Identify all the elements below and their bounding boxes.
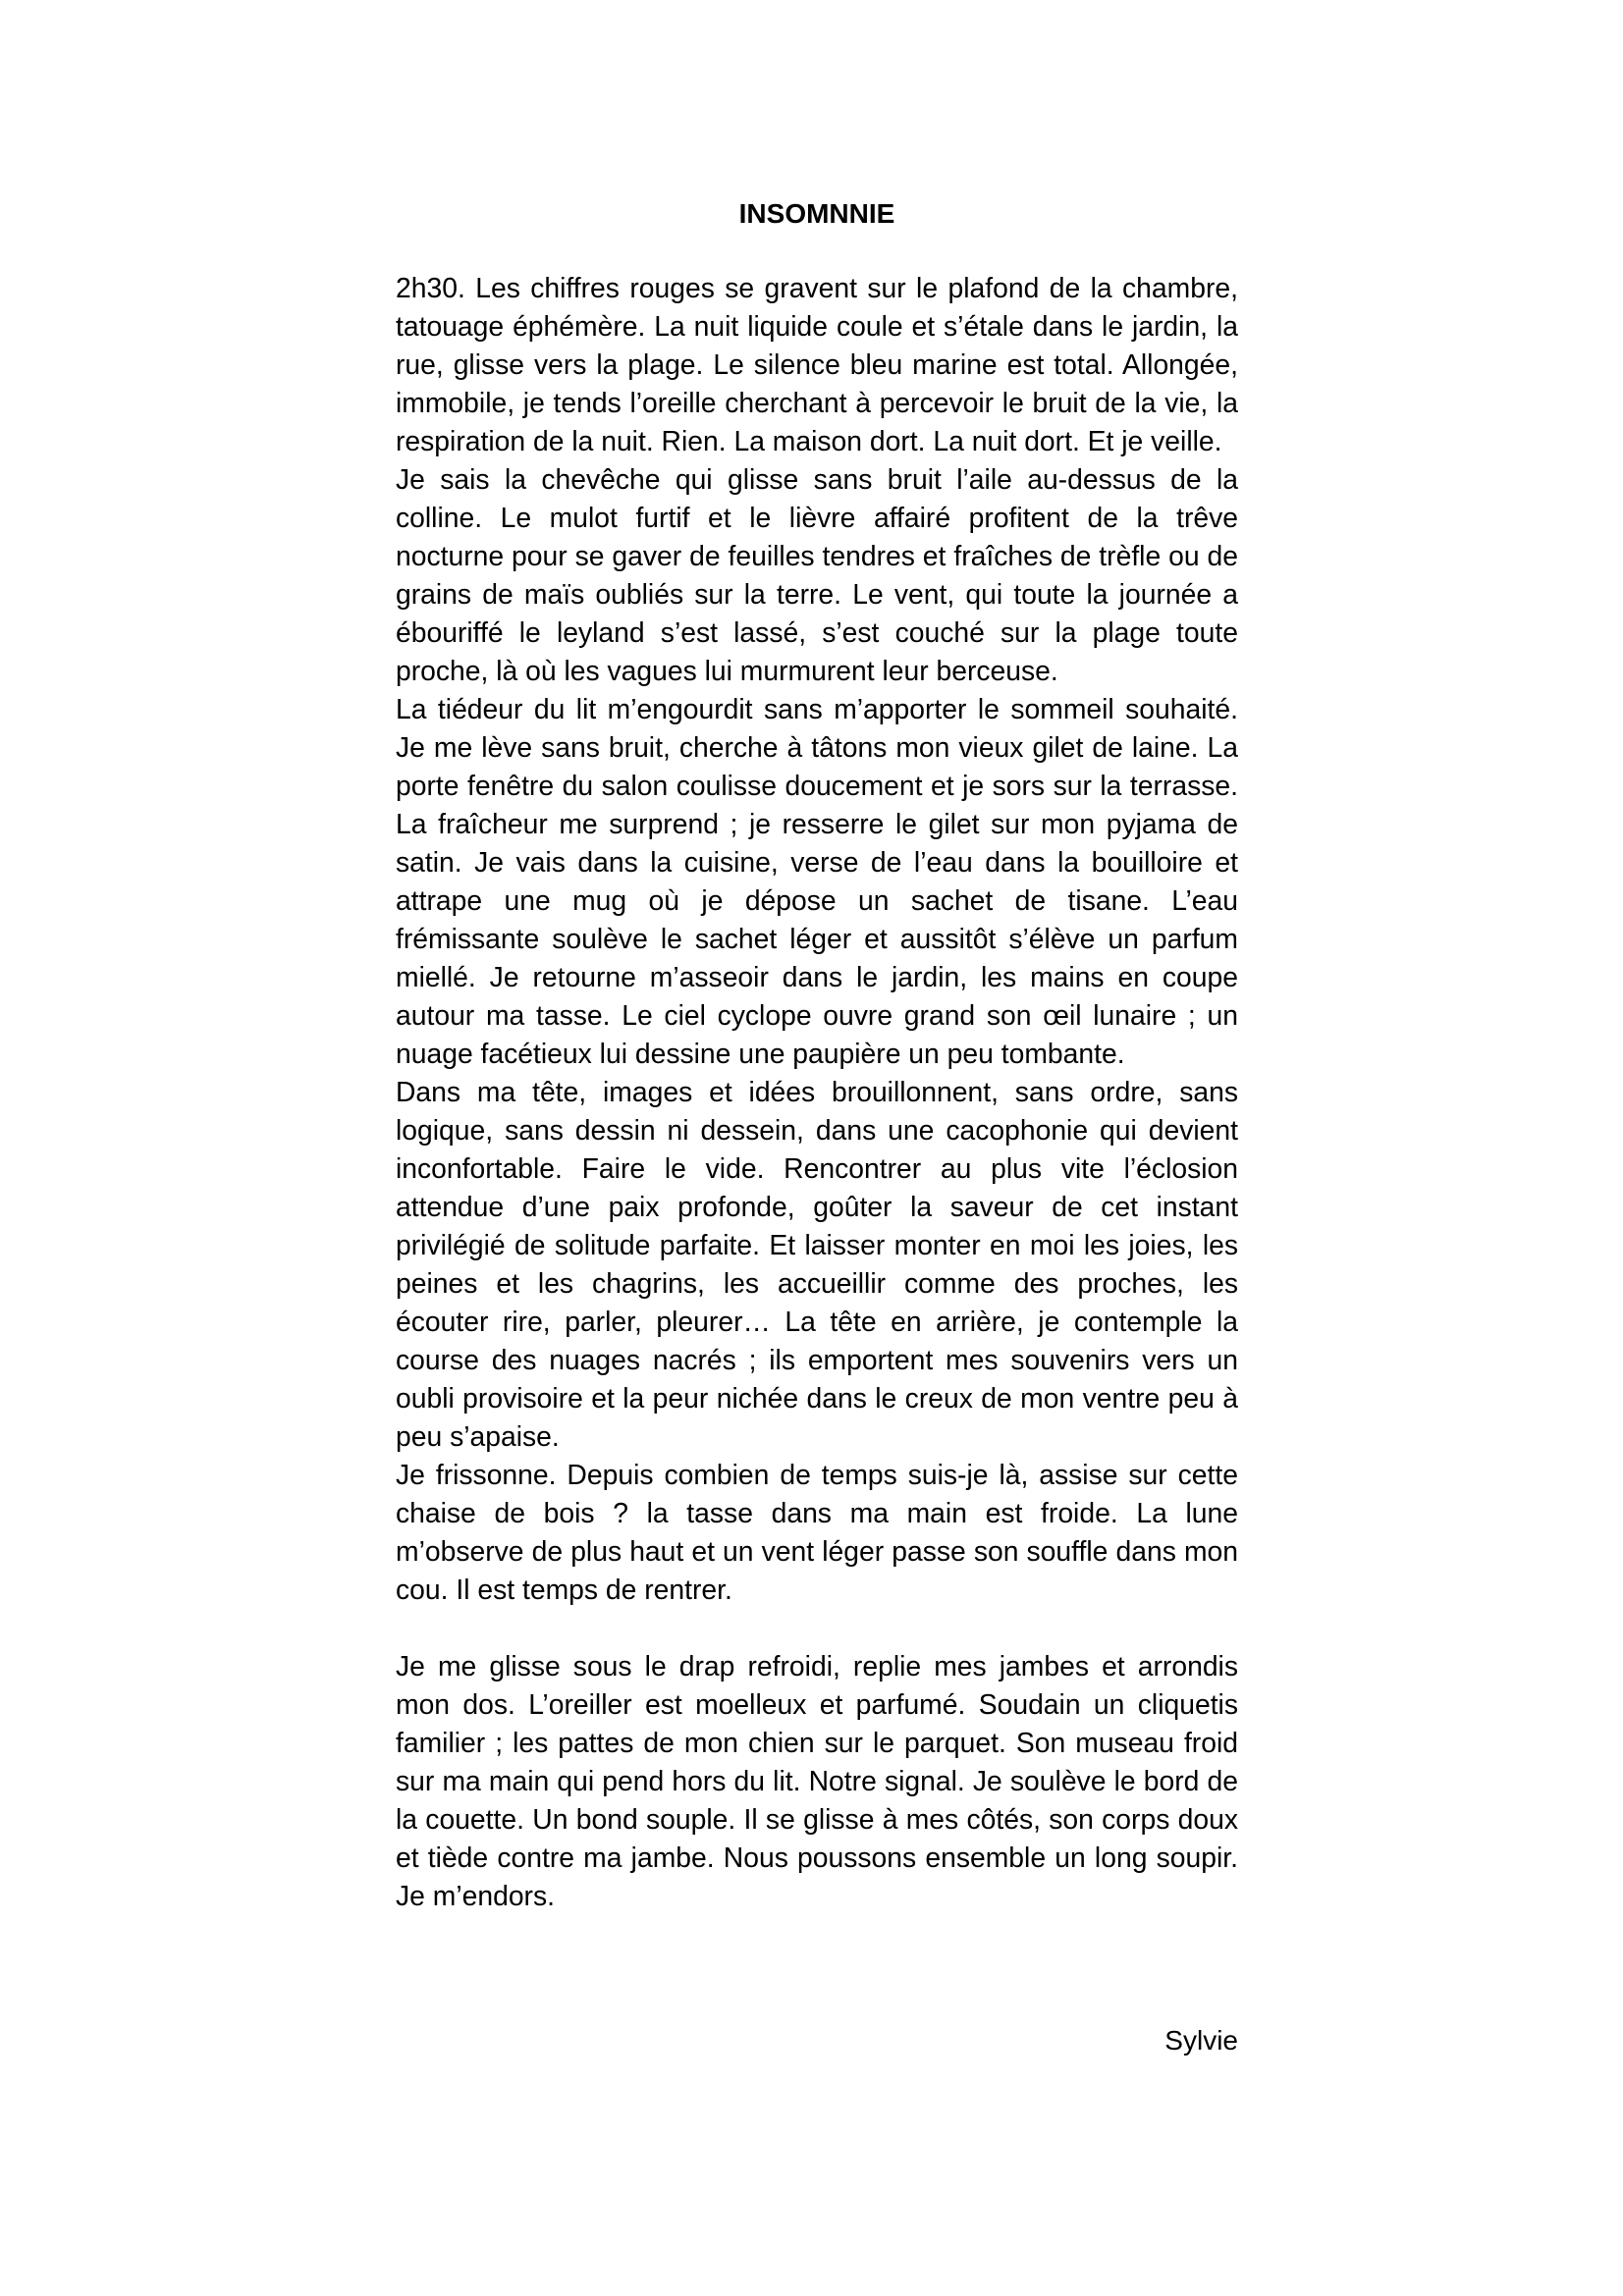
paragraph-3: La tiédeur du lit m’engourdit sans m’apporter le sommeil souhaité. Je me lève sans bruit, cherche à tâtons mon vieux gilet de laine. La porte fenêtre du salon coulisse doucement et je sors sur la terrasse. La fraîcheur me surprend ; je resserre le gilet sur mon pyjama de satin. Je vais dans la cuisine, verse de l’eau dans la bouilloire et attrape une mug où je dépose un sachet de tisane. L’eau frémissante soulève le sachet léger et aussitôt s’élève un parfum miellé. Je retourne m’asseoir dans le jardin, les mains en coupe autour ma tasse. Le ciel cyclope ouvre grand son œil lunaire ; un nuage facétieux lui dessine une paupière un peu tombante. (396, 693, 1238, 1069)
document-title: INSOMNNIE (738, 198, 895, 229)
paragraph-1: 2h30. Les chiffres rouges se gravent sur le plafond de la chambre, tatouage éphémère. La nuit liquide coule et s’étale dans le jardin, la rue, glisse vers la plage. Le silence bleu marine est total. Allongée, immobile, je tends l’oreille cherchant à percevoir le bruit de la vie, la respiration de la nuit. Rien. La maison dort. La nuit dort. Et je veille. (396, 272, 1238, 456)
paragraph-6: Je me glisse sous le drap refroidi, replie mes jambes et arrondis mon dos. L’oreiller est moelleux et parfumé. Soudain un cliquetis familier ; les pattes de mon chien sur le parquet. Son museau froid sur ma main qui pend hors du lit. Notre signal. Je soulève le bord de la couette. Un bond souple. Il se glisse à mes côtés, son corps doux et tiède contre ma jambe. Nous poussons ensemble un long soupir. Je m’endors. (396, 1650, 1238, 1911)
paragraph-5: Je frissonne. Depuis combien de temps suis-je là, assise sur cette chaise de bois ? la tasse dans ma main est froide. La lune m’observe de plus haut et un vent léger passe son souffle dans mon cou. Il est temps de rentrer. (396, 1459, 1238, 1605)
author-signature: Sylvie (1164, 2025, 1238, 2056)
paragraph-2: Je sais la chevêche qui glisse sans bruit l’aile au-dessus de la colline. Le mulot furtif et le lièvre affairé profitent de la trêve nocturne pour se gaver de feuilles tendres et fraîches de trèfle ou de grains de maïs oubliés sur la terre. Le vent, qui toute la journée a ébouriffé le leyland s’est lassé, s’est couché sur la plage toute proche, là où les vagues lui murmurent leur berceuse. (396, 463, 1238, 686)
document-body (396, 269, 1238, 1915)
paragraph-4: Dans ma tête, images et idées brouillonnent, sans ordre, sans logique, sans dessin ni dessein, dans une cacophonie qui devient inconfortable. Faire le vide. Rencontrer au plus vite l’éclosion attendue d’une paix profonde, goûter la saveur de cet instant privilégié de solitude parfaite. Et laisser monter en moi les joies, les peines et les chagrins, les accueillir comme des proches, les écouter rire, parler, pleurer… La tête en arrière, je contemple la course des nuages nacrés ; ils emportent mes souvenirs vers un oubli provisoire et la peur nichée dans le creux de mon ventre peu à peu s’apaise. (396, 1076, 1238, 1452)
